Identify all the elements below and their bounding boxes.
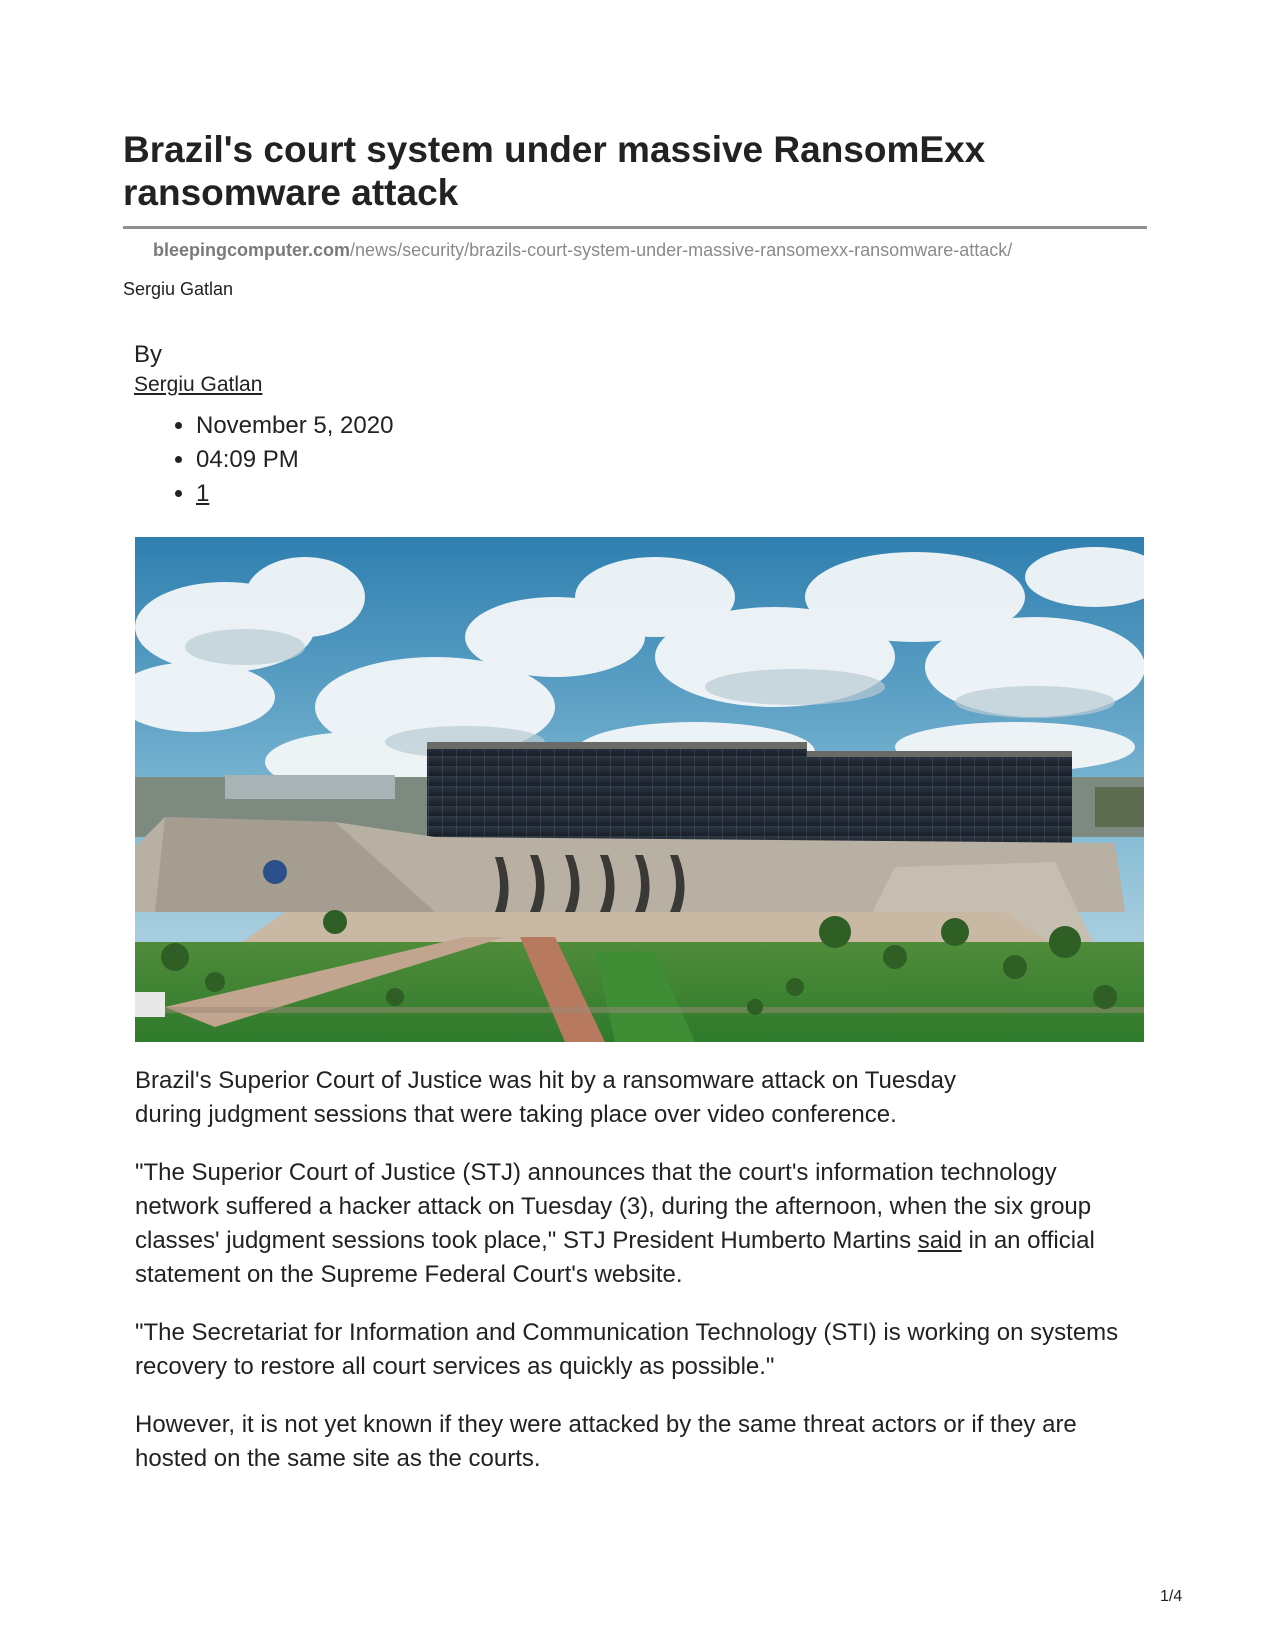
comments-link[interactable]: 1 — [196, 480, 210, 507]
publish-date: • November 5, 2020 — [196, 409, 393, 443]
byline-label: By — [134, 341, 163, 368]
paragraph-4: However, it is not yet known if they were attacked by the same threat actors or if they are hosted on the same site as the courts. — [135, 1411, 1077, 1472]
paragraph-3: "The Secretariat for Information and Communication Technology (STI) is working on systems recovery to restore all court services as quickly as possible." — [135, 1319, 1119, 1380]
publish-time: • 04:09 PM — [196, 443, 393, 477]
article-body — [135, 1064, 1145, 1500]
paragraph-2-text-end: in an official statement on the Supreme Federal Court's website. — [135, 1227, 1095, 1288]
title-divider — [123, 226, 1147, 229]
source-domain: bleepingcomputer.com — [153, 240, 351, 260]
paragraph-2 — [135, 1156, 1145, 1292]
source-url — [153, 240, 1012, 261]
source-path: /news/security/brazils-court-system-under-massive-ransomexx-ransomware-attack/ — [350, 240, 1013, 260]
paragraph-1: Brazil's Superior Court of Justice was hit by a ransomware attack on Tuesday during judgment sessions that were taking place over video conference. — [135, 1067, 956, 1128]
said-link[interactable]: said — [917, 1227, 962, 1254]
paragraph-2-text: "The Superior Court of Justice (STJ) announces that the court's information technology network suffered a hacker attack on Tuesday (3), during the afternoon, when the six group classes' judgment sessions took place," STJ President Humberto Martins — [135, 1159, 1092, 1254]
comment-count-item — [196, 477, 393, 511]
article-title: Brazil's court system under massive RansomExx ransomware attack — [123, 129, 986, 213]
author-name: Sergiu Gatlan — [123, 279, 234, 299]
article-meta-list — [170, 409, 393, 511]
page-number: 1/4 — [1160, 1588, 1183, 1605]
hero-image — [135, 537, 1144, 1042]
author-link[interactable]: Sergiu Gatlan — [134, 373, 263, 396]
